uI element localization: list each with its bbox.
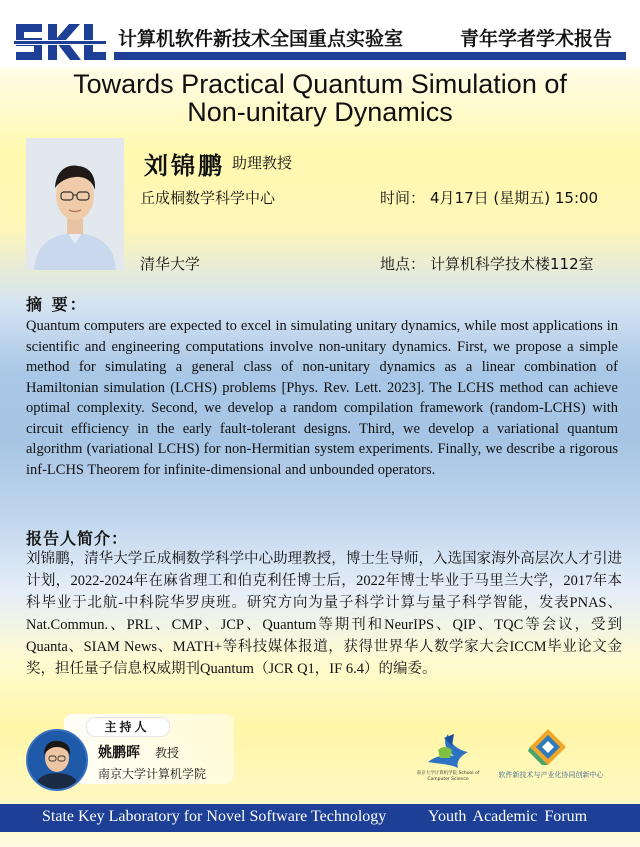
host-photo [26, 729, 88, 791]
lab-name-cn: 计算机软件新技术全国重点实验室 [118, 28, 404, 50]
innovation-center-logo-text: 软件新技术与产业化协同创新中心 [498, 771, 604, 779]
talk-title [20, 70, 620, 126]
host-label: 主持人 [104, 720, 150, 734]
host-affiliation: 南京大学计算机学院 [98, 767, 207, 781]
header-divider-bar [114, 52, 626, 60]
talk-title-line-1: Towards Practical Quantum Simulation of [73, 69, 567, 99]
bio-heading: 报告人简介： [26, 529, 129, 548]
bio-text: 刘锦鹏，清华大学丘成桐数学科学中心助理教授，博士生导师，入选国家海外高层次人才引进计划，2022-2024年在麻省理工和伯克利任博士后，2022年博士毕业于马里兰大学，2017年本科毕业于北航-中科院华罗庚班。研究方向为量子科学计算与量子科学智能，发表PNAS、Nat.Commun.、PRL、CMP、JCP、Quantum等期刊和NeurIPS、QIP、TQC等会议，受到Quanta、SIAM News、MATH+等科技媒体报道，获得世界华人数学家大会ICCM毕业论文金奖，担任量子信息权威期刊Quantum（JCR Q1，IF 6.4）的编委。 [26, 551, 622, 677]
time-label: 时间： [380, 189, 426, 207]
speaker-title: 助理教授 [232, 154, 293, 172]
abstract-heading: 摘 要： [26, 295, 88, 314]
innovation-center-logo-icon [528, 727, 568, 767]
venue-value: 计算机科学技术楼112室 [430, 255, 594, 273]
talk-title-line-2: Non-unitary Dynamics [187, 97, 453, 127]
abstract-text: Quantum computers are expected to excel in simulating unitary dynamics, while most applications in scientific and engineering computations involve non-unitary dynamics. First, we propose a simple method for simulating a general class of non-unitary dynamics as a linear combination of Hamiltonian simulation (LCHS) problems [Phys. Rev. Lett. 2023]. The LCHS method can achieve optimal complexity. Second, we develop a random compilation framework (random-LCHS) with circuit efficiency in the early fault-tolerant designs. Third, we develop a variational quantum algorithm (variational LCHS) for non-Hermitian system experiments. Finally, we describe a rigorous inf-LCHS Theorem for infinite-dimensional and unbounded operators. [26, 318, 618, 478]
njucs-logo-text: 南京大学计算机学院 School of Computer Science [416, 771, 480, 782]
njucs-logo-icon [424, 728, 472, 770]
speaker-name: 刘锦鹏 [144, 151, 225, 180]
footer-forum-name: Youth Academic Forum [428, 808, 588, 825]
skl-logo [14, 20, 106, 64]
venue-label: 地点： [380, 255, 426, 273]
speaker-affiliation-university: 清华大学 [140, 255, 201, 273]
host-name: 姚鹏晖 [98, 745, 140, 761]
speaker-photo [26, 138, 124, 270]
time-value: 4月17日 (星期五) 15:00 [430, 189, 599, 207]
forum-name-cn: 青年学者学术报告 [460, 28, 613, 50]
speaker-affiliation-center: 丘成桐数学科学中心 [140, 189, 276, 207]
footer-lab-name: State Key Laboratory for Novel Software Technology [42, 808, 387, 825]
host-title: 教授 [155, 746, 180, 760]
